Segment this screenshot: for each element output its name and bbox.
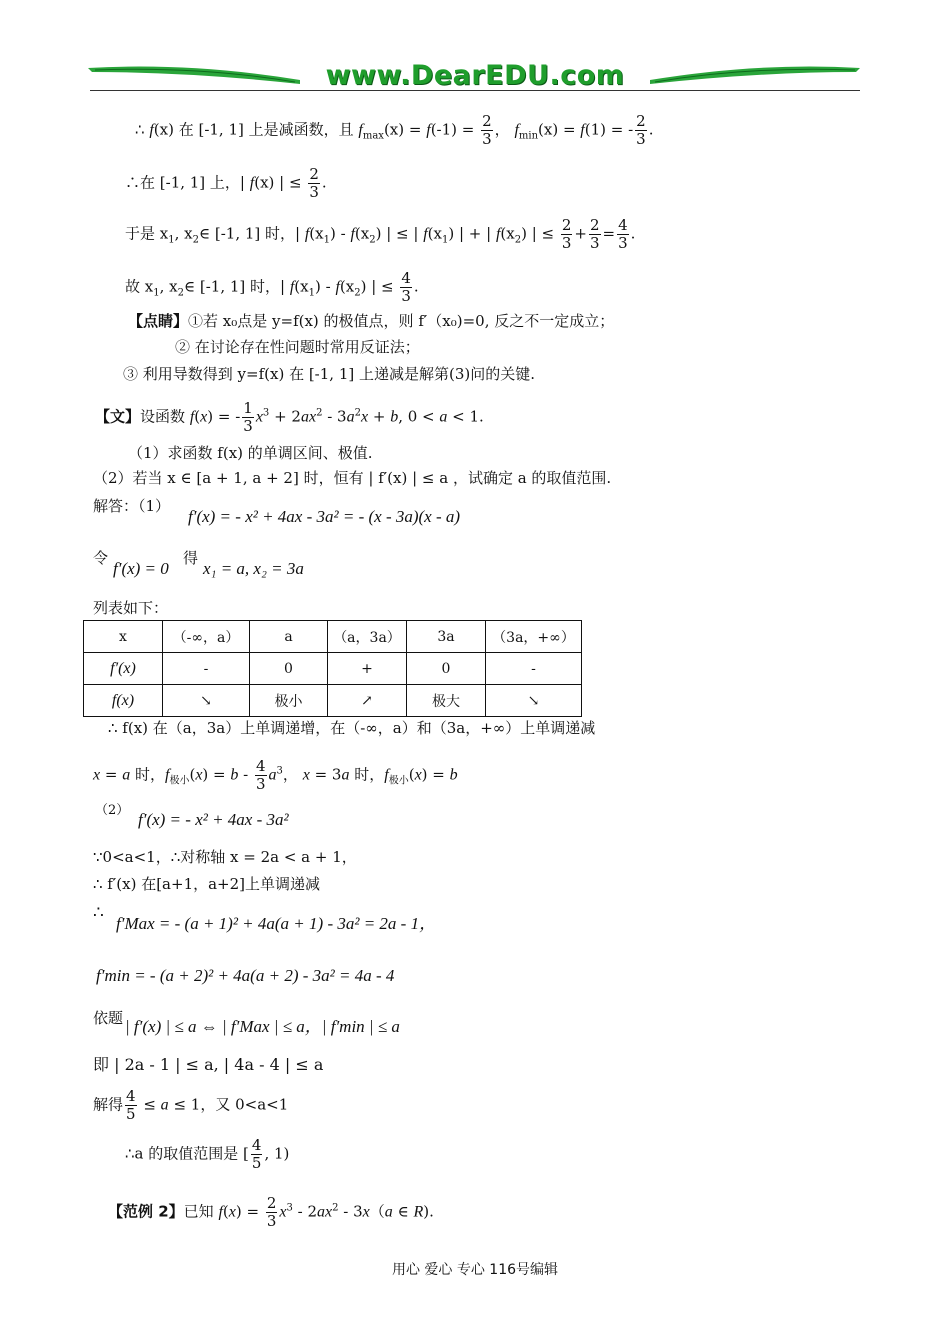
table-row-label: f′(x) [84, 653, 163, 685]
fmin-formula: f′min = - (a + 2)² + 4a(a + 2) - 3a² = 4a - 4 [96, 966, 395, 985]
dianjing-text-1: ①若 x₀点是 y=f(x) 的极值点，则 f′（x₀)=0, 反之不一定成立； [188, 312, 615, 330]
line-4: 故 $x_1$, $x_2\in$ [-1, 1] 时，| $f(x_1) - f(x_2)$ | ≤ $\frac{4}{3}$ . [125, 269, 419, 305]
jiede-line: 解得 $\frac{4}{5}$ ≤ a ≤ 1，又 0<a<1 [93, 1087, 289, 1123]
table-header-cell: （-∞，a） [163, 621, 250, 653]
table-header-cell: （3a，+∞） [486, 621, 582, 653]
extreme-values: x = a 时，$f_{极小}(x) = b$ - $\frac{4}{3}$ $a^3$， x = 3a 时，$f_{极小}(x) = b$ [93, 757, 458, 793]
answer-derivative: f′(x) = - x² + 4ax - 3a² = - (x - 3a)(x - a) [188, 507, 461, 526]
page-footer: 用心 爱心 专心 116号编辑 [391, 1262, 559, 1278]
fmax-formula: f′Max = - (a + 1)² + 4a(a + 1) - 3a² = 2a - 1， [116, 914, 437, 933]
de-label: 得 [183, 549, 199, 567]
dianjing-line-2: ② 在讨论存在性问题时常用反证法； [175, 338, 420, 356]
table-cell: ↘ [486, 685, 582, 717]
dianjing-tag: 【点睛】 [128, 312, 189, 330]
table-title: 列表如下： [93, 599, 169, 617]
dianjing-line-1 [128, 311, 614, 331]
part2-label: （2） [95, 803, 130, 818]
decreasing-line: ∴ f′(x) 在[a+1，a+2]上单调递减 [93, 875, 321, 893]
line-3: 于是 $x_1$, $x_2\in$ [-1, 1] 时，| $f(x_1) - f(x_2)$ | ≤ | $f(x_1)$ | + | $f(x_2)$ | ≤ $\frac{2}{3}$ + $\frac{2}{3}$ = $\frac{4}{3}$ . [125, 216, 636, 252]
range-line: ∴a 的取值范围是 [ $\frac{4}{5}$ , 1) [125, 1136, 290, 1172]
dianjing-line-3: ③ 利用导数得到 y=f(x) 在 [-1, 1] 上递减是解第(3)问的关键. [123, 365, 536, 383]
page-header [0, 0, 950, 100]
question-1: （1）求函数 f(x) 的单调区间、极值. [128, 444, 373, 462]
yiti-label: 依题 [93, 1009, 124, 1027]
therefore-symbol: ∴ [93, 903, 104, 923]
table-cell: ↘ [163, 685, 250, 717]
line-2: ∴在 [-1, 1] 上，| f(x) | ≤ $\frac{2}{3}$ . [125, 165, 327, 201]
header-rule [90, 90, 860, 91]
table-header-cell: 3a [407, 621, 486, 653]
fanli-tag: 【范例 2】 [108, 1202, 184, 1221]
table-header-row [84, 621, 582, 653]
table-header-cell: a [250, 621, 328, 653]
answer-label: 解答：（1） [93, 497, 171, 515]
table-cell: ↗ [328, 685, 407, 717]
table-cell: - [163, 653, 250, 685]
line-1: ∴ f(x) 在 [-1, 1] 上是减函数，且 $f_{max}(x) = f(-1)$ = $\frac{2}{3}$ ， $f_{min}(x) = f(1)$ = - $\frac{2}{3}$ . [135, 112, 654, 148]
roots-formula: x₁ = a, x₂ = 3a [203, 559, 304, 578]
yiti-formula: | f′(x) | ≤ a ⇔ | f′Max | ≤ a，| f′min | ≤ a [125, 1017, 400, 1036]
part2-derivative: f′(x) = - x² + 4ax - 3a² [138, 810, 289, 829]
table-cell: 极小 [250, 685, 328, 717]
variation-table [83, 620, 582, 717]
fanli-problem: 【范例 2】已知 f(x) = $\frac{2}{3}$ $x^3 - 2ax^2 - 3x(a$ ∈ R). [108, 1194, 434, 1230]
because-line: ∵0<a<1，∴对称轴 x = 2a < a + 1， [93, 848, 357, 866]
ling-formula: f′(x) = 0 [113, 559, 169, 578]
table-cell: 0 [250, 653, 328, 685]
table-row-label: f(x) [84, 685, 163, 717]
monotonic-conclusion: ∴ f(x) 在（a，3a）上单调递增，在（-∞，a）和（3a，+∞）上单调递减 [108, 719, 596, 737]
wen-tag: 【文】 [95, 407, 141, 426]
table-header-cell: （a，3a） [328, 621, 407, 653]
ling-label: 令 [93, 549, 109, 567]
ji-line: 即 | 2a - 1 | ≤ a, | 4a - 4 | ≤ a [93, 1055, 324, 1074]
site-brand-logo[interactable]: www.DearEDU.com [325, 60, 625, 91]
table-header-cell: x [84, 621, 163, 653]
table-row [84, 685, 582, 717]
table-row [84, 653, 582, 685]
table-cell: 0 [407, 653, 486, 685]
table-cell: + [328, 653, 407, 685]
question-2: （2）若当 x ∈ [a + 1, a + 2] 时，恒有 | f′(x) | ≤ a ，试确定 a 的取值范围. [93, 469, 612, 487]
table-cell: - [486, 653, 582, 685]
wen-problem: 【文】设函数 f(x) = - $\frac{1}{3}$ $x^3 + 2ax^2 - 3a^2x + b$, 0 < a < 1. [95, 399, 484, 435]
table-cell: 极大 [407, 685, 486, 717]
